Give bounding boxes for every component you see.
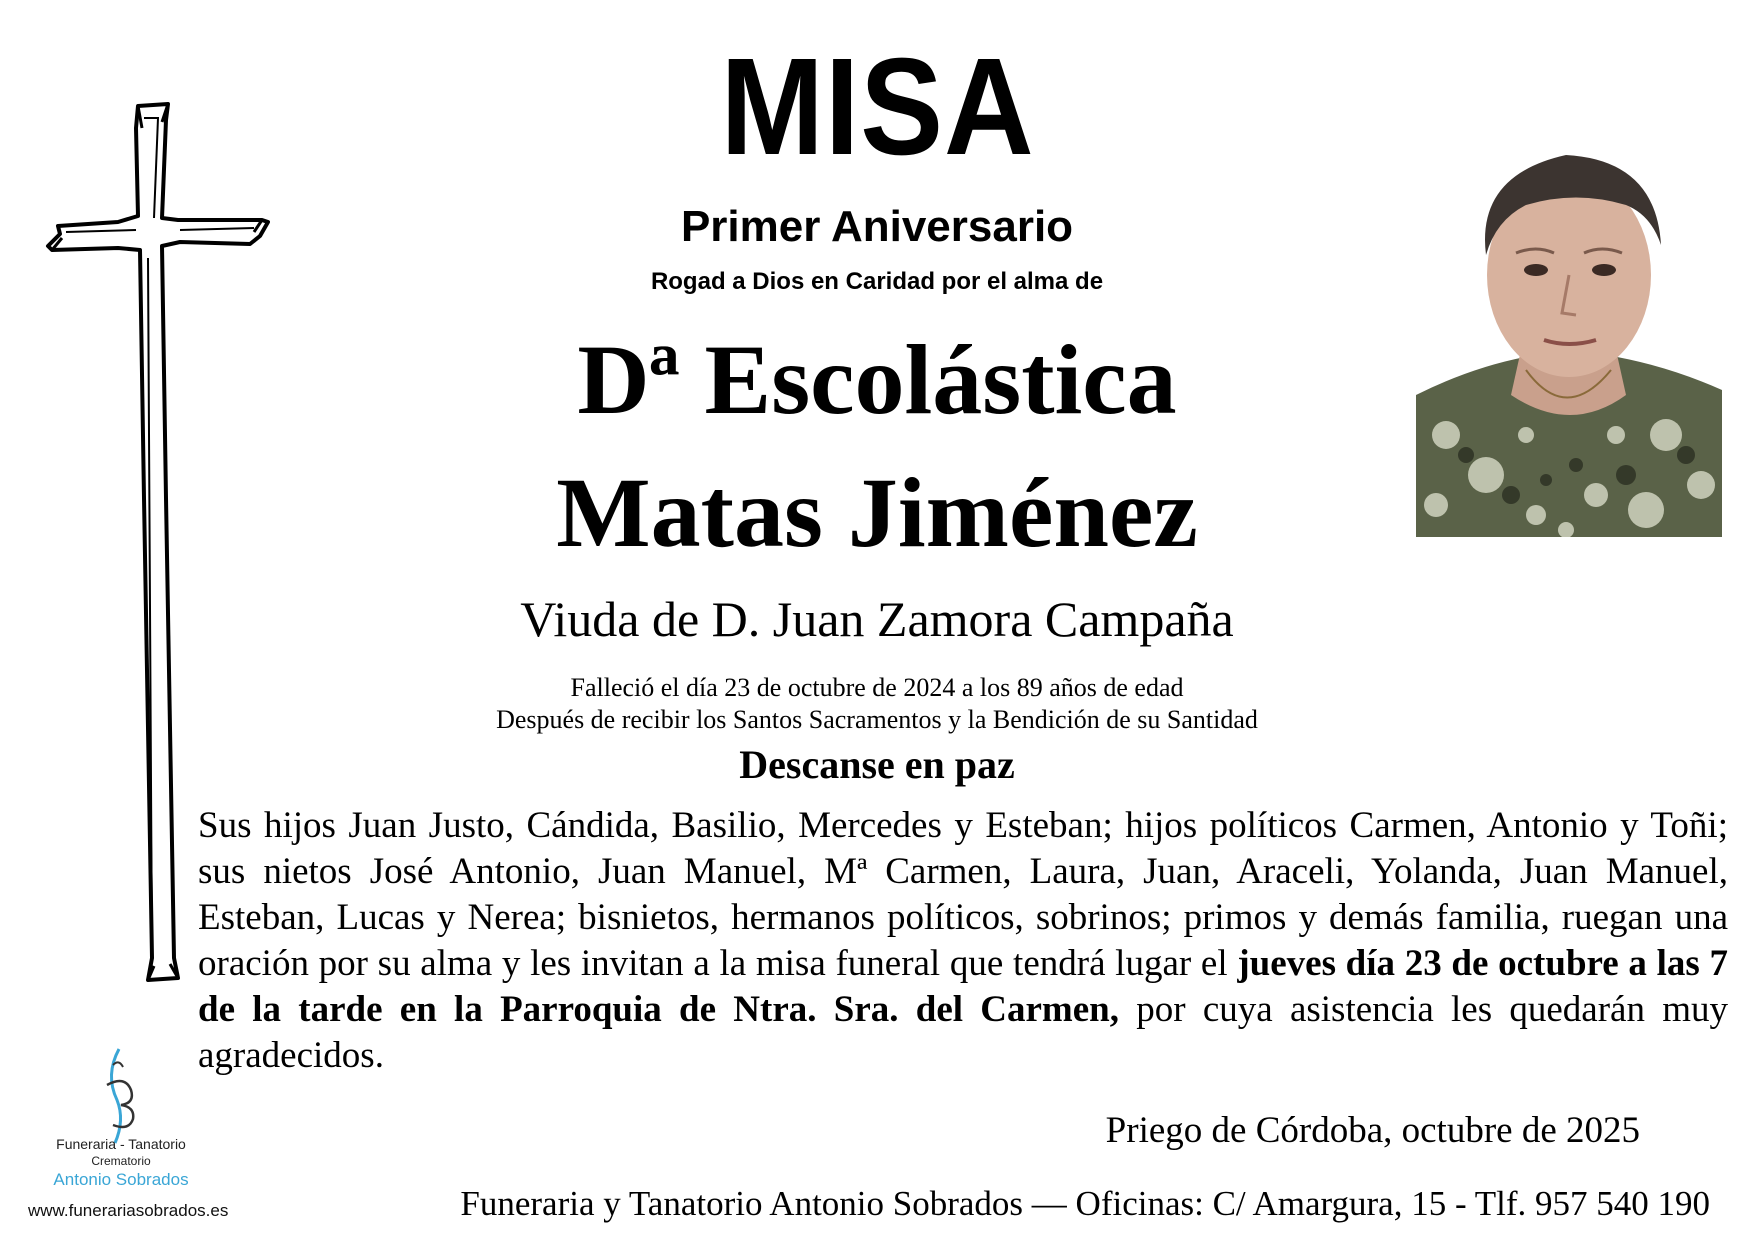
subtitle: Primer Aniversario [680,202,1074,251]
body-closing: por cuya asistencia les quedarán muy agradecidos. [198,989,1728,1076]
portrait-photo [1416,135,1722,537]
prayer-line: Rogad a Dios en Caridad por el alma de [650,268,1104,295]
rest-in-peace: Descanse en paz [739,742,1015,787]
place-date: Priego de Córdoba, octubre de 2025 [1105,1110,1640,1151]
footer-contact: Funeraria y Tanatorio Antonio Sobrados — Oficinas: C/ Amargura, 15 - Tlf. 957 540 190 [460,1184,1710,1223]
death-info: Falleció el día 23 de octubre de 2024 a los 89 años de edad [570,673,1184,702]
page-title: MISA [719,30,1035,184]
logo-line3: Antonio Sobrados [53,1170,189,1189]
logo-line1: Funeraria - Tanatorio [56,1136,186,1152]
logo-line2: Crematorio [91,1154,151,1168]
widow-of: Viuda de D. Juan Zamora Campaña [520,591,1234,647]
sacraments-info: Después de recibir los Santos Sacramentos y la Bendición de su Santidad [496,705,1258,734]
body-mass-details: jueves día 23 de octubre a las 7 de la tarde en la Parroquia de Ntra. Sra. del Carmen, [198,943,1728,1030]
deceased-name-line2: Matas Jiménez [556,457,1198,568]
deceased-name-line1: Dª Escolástica [577,324,1177,435]
funeral-home-logo [95,1045,145,1145]
website-link[interactable]: www.funerariasobrados.es [28,1201,229,1220]
body-intro: Sus hijos Juan Justo, Cándida, Basilio, Mercedes y Esteban; hijos políticos Carmen, Antonio y Toñi; sus nietos José Antonio, Juan Manuel, Mª Carmen, Laura, Juan, Araceli, Yolanda, Juan Manuel, Esteban, Lucas y Nerea; bisnietos, hermanos políticos, sobrinos; primos y demás familia, ruegan una oración por su alma y les invitan a la misa funeral que tendrá lugar el [198,805,1728,984]
family-announcement [198,803,1728,1079]
